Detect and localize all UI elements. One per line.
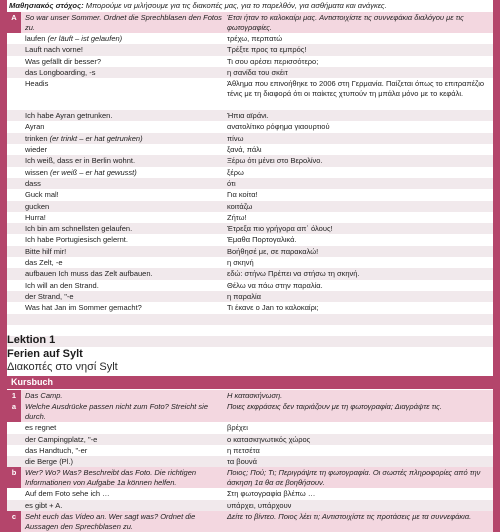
table-row bbox=[7, 456, 493, 467]
german-cell: Ich will an den Strand. bbox=[25, 280, 99, 290]
greek-cell: τα βουνά bbox=[227, 457, 257, 467]
table-row bbox=[7, 291, 493, 302]
german-cell: Ich weiß, dass er in Berlin wohnt. bbox=[25, 156, 136, 166]
german-cell: der Strand, "-e bbox=[25, 291, 74, 301]
learning-goal-text: Μπορούμε να μιλήσουμε για τις διακοπές μας, για το παρελθόν, για ασθήματα και ανάγκες. bbox=[85, 1, 387, 10]
german-cell: es gibt + A. bbox=[25, 500, 63, 510]
table-row bbox=[7, 314, 493, 325]
german-cell: die Berge (Pl.) bbox=[25, 457, 73, 467]
german-cell: Auf dem Foto sehe ich … bbox=[25, 489, 110, 499]
german-cell: das Zelt, -e bbox=[25, 258, 63, 268]
german-cell: trinken (er trinkt – er hat getrunken) bbox=[25, 133, 143, 143]
german-cell: Headis bbox=[25, 79, 49, 89]
german-cell: der Campingplatz, "-e bbox=[25, 434, 98, 444]
section-marker: A bbox=[7, 12, 21, 33]
table-row bbox=[7, 155, 493, 166]
german-cell: das Longboarding, -s bbox=[25, 67, 96, 77]
lesson-title: Ferien auf Sylt bbox=[7, 348, 83, 360]
table-row bbox=[7, 257, 493, 268]
table-row bbox=[7, 12, 493, 33]
greek-cell: βρέχει bbox=[227, 423, 248, 433]
greek-cell bbox=[227, 325, 491, 336]
greek-cell: κοιτάζω bbox=[227, 201, 253, 211]
vocabulary-table-top bbox=[7, 12, 493, 347]
german-cell: Was gefällt dir besser? bbox=[25, 56, 102, 66]
table-row bbox=[7, 178, 493, 189]
greek-cell: η σκηνή bbox=[227, 258, 254, 268]
greek-cell: ότι bbox=[227, 178, 236, 188]
german-cell: Ich habe Ayran getrunken. bbox=[25, 111, 113, 121]
kursbuch-title: Kursbuch bbox=[11, 377, 54, 387]
greek-cell: Έτσι ήταν το καλοκαίρι μας. Αντιστοιχίστε τις συννεφάκια διαλόγου με τις φωτογραφίες. bbox=[227, 13, 464, 32]
greek-cell: Για κοίτα! bbox=[227, 190, 258, 200]
greek-cell: η παραλία bbox=[227, 291, 262, 301]
table-row bbox=[7, 223, 493, 234]
learning-goal-label: Μαθησιακός στόχος: bbox=[9, 1, 84, 10]
table-row bbox=[7, 325, 493, 336]
greek-cell: Άθλημα που επινοήθηκε το 2006 στη Γερμανία. Παίζεται όπως το επιτραπέζιο τένις με τη διαφορά ότι οι παίκτες χτυπούν τη μπάλα μόνο με το κεφάλι. bbox=[227, 79, 485, 99]
german-cell: Guck mal! bbox=[25, 190, 59, 200]
greek-cell: εδώ: στήνω Πρέπει να στήσω τη σκηνή. bbox=[227, 269, 360, 279]
table-row bbox=[7, 133, 493, 144]
table-row bbox=[7, 212, 493, 223]
german-cell: Lauft nach vorne! bbox=[25, 45, 83, 55]
table-row bbox=[7, 467, 493, 488]
table-row bbox=[7, 401, 493, 422]
greek-cell: Ζήτω! bbox=[227, 212, 247, 222]
vocabulary-table-kursbuch bbox=[7, 390, 493, 532]
german-cell: das Handtuch, "-er bbox=[25, 445, 88, 455]
greek-cell: Ποιες εκφράσεις δεν ταιριάζουν με τη φωτογραφία; Διαγράψτε τις. bbox=[227, 402, 442, 412]
greek-cell: τρέχω, περπατώ bbox=[227, 34, 283, 43]
greek-cell: η πετσέτα bbox=[227, 445, 260, 455]
german-cell: es regnet bbox=[25, 423, 57, 433]
greek-cell: Ξέρω ότι μένει στο Βερολίνο. bbox=[227, 156, 323, 166]
german-cell: gucken bbox=[25, 201, 50, 211]
table-row bbox=[7, 500, 493, 511]
german-cell: dass bbox=[25, 178, 41, 188]
table-row bbox=[7, 336, 493, 347]
german-cell: Ich habe Portugiesisch gelernt. bbox=[25, 235, 128, 245]
table-row bbox=[7, 488, 493, 499]
greek-cell bbox=[227, 336, 491, 347]
greek-cell: Η κατασκήνωση. bbox=[227, 391, 283, 400]
table-row bbox=[7, 167, 493, 178]
table-row bbox=[7, 144, 493, 155]
german-cell: Hurra! bbox=[25, 212, 46, 222]
greek-cell: Τι σου αρέσει περισσότερο; bbox=[227, 56, 319, 66]
table-row bbox=[7, 201, 493, 212]
german-cell: Bitte hilf mir! bbox=[25, 246, 67, 256]
greek-cell: Δείτε το βίντεο. Ποιος λέει τι; Αντιστοιχίστε τις προτάσεις με τα συννεφάκια. bbox=[227, 512, 472, 522]
section-marker: b bbox=[7, 467, 21, 488]
lesson-number: Lektion 1 bbox=[7, 334, 56, 346]
section-marker: c bbox=[7, 511, 21, 532]
table-row bbox=[7, 390, 493, 401]
kursbuch-header bbox=[7, 376, 493, 389]
greek-cell: ανατολίτικο ρόφημα γιαουρτιού bbox=[227, 122, 330, 132]
german-cell: Seht euch das Video an. Wer sagt was? Ordnet die Aussagen den Sprechblasen zu. bbox=[25, 512, 196, 532]
german-cell: laufen (er läuft – ist gelaufen) bbox=[25, 34, 123, 43]
table-row bbox=[7, 78, 493, 110]
greek-cell: Τι έκανε ο Jan το καλοκαίρι; bbox=[227, 303, 319, 313]
lesson-subtitle: Διακοπές στο νησί Sylt bbox=[7, 361, 118, 373]
table-row bbox=[7, 44, 493, 55]
table-row bbox=[7, 121, 493, 132]
greek-cell: Βοήθησέ με, σε παρακαλώ! bbox=[227, 246, 319, 256]
greek-cell: Στη φωτογραφία βλέπω … bbox=[227, 489, 316, 499]
german-cell: wieder bbox=[25, 145, 48, 155]
table-row bbox=[7, 280, 493, 291]
greek-cell: η σανίδα του σκέιτ bbox=[227, 67, 288, 77]
section-marker: a bbox=[7, 401, 21, 422]
german-cell: Wer? Wo? Was? Beschreibt das Foto. Die richtigen Informationen von Aufgabe 1a können helfen. bbox=[25, 468, 197, 488]
greek-cell: πίνω bbox=[227, 133, 244, 143]
table-row bbox=[7, 110, 493, 121]
section-marker: 1 bbox=[7, 390, 21, 401]
greek-cell: ξανά, πάλι bbox=[227, 145, 262, 155]
table-row bbox=[7, 67, 493, 78]
textbook-page bbox=[7, 0, 493, 532]
greek-cell: υπάρχει, υπάρχουν bbox=[227, 500, 292, 510]
german-cell bbox=[25, 314, 225, 325]
table-row bbox=[7, 268, 493, 279]
table-row bbox=[7, 246, 493, 257]
learning-goal bbox=[9, 0, 493, 11]
german-cell: Ayran bbox=[25, 122, 45, 132]
greek-cell: ξέρω bbox=[227, 167, 244, 177]
greek-cell: ο κατασκηνωτικός χώρος bbox=[227, 434, 311, 444]
greek-cell: Έμαθα Πορτογαλικά. bbox=[227, 235, 297, 245]
greek-cell: Θέλω να πάω στην παραλία. bbox=[227, 280, 323, 290]
table-row bbox=[7, 56, 493, 67]
greek-cell: Ήπια αϊράνι. bbox=[227, 111, 269, 121]
table-row bbox=[7, 511, 493, 532]
table-row bbox=[7, 189, 493, 200]
german-cell: aufbauen Ich muss das Zelt aufbauen. bbox=[25, 269, 153, 279]
german-cell: Ich bin am schnellsten gelaufen. bbox=[25, 224, 133, 234]
greek-cell: Ποιος; Πού; Τι; Περιγράψτε τη φωτογραφία. Οι σωστές πληροφορίες από την άσκηση 1α θα σε βοηθήσουν. bbox=[227, 468, 481, 488]
table-row bbox=[7, 422, 493, 433]
greek-cell bbox=[227, 314, 491, 325]
greek-cell: Τρέξτε προς τα εμπρός! bbox=[227, 45, 307, 55]
table-row bbox=[7, 234, 493, 245]
german-cell: Welche Ausdrücke passen nicht zum Foto? Streicht sie durch. bbox=[25, 402, 209, 422]
german-cell: Was hat Jan im Sommer gemacht? bbox=[25, 303, 142, 313]
german-cell: wissen (er weiß – er hat gewusst) bbox=[25, 167, 137, 177]
table-row bbox=[7, 434, 493, 445]
german-cell: Das Camp. bbox=[25, 391, 63, 400]
table-row bbox=[7, 445, 493, 456]
table-row bbox=[7, 302, 493, 313]
greek-cell: Έτρεξα πιο γρήγορα απ᾽ όλους! bbox=[227, 224, 333, 234]
german-cell: So war unser Sommer. Ordnet die Sprechblasen den Fotos zu. bbox=[25, 13, 222, 32]
table-row bbox=[7, 33, 493, 44]
